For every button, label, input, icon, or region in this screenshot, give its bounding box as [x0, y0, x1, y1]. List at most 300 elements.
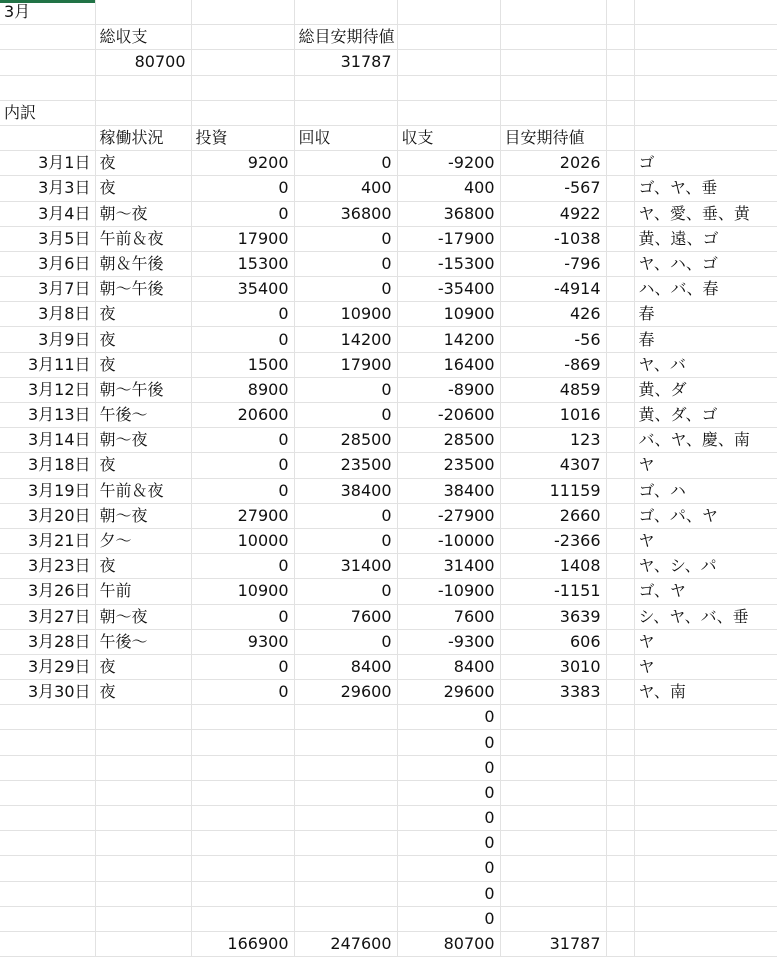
cell[interactable]: [95, 856, 191, 881]
cell[interactable]: [634, 856, 777, 881]
cell[interactable]: [634, 100, 777, 125]
cell[interactable]: [397, 0, 500, 25]
date-cell[interactable]: 3月11日: [0, 352, 95, 377]
cell[interactable]: [634, 0, 777, 25]
total-balance-label[interactable]: 総収支: [95, 25, 191, 50]
recover-cell[interactable]: 28500: [294, 428, 397, 453]
note-cell[interactable]: 春: [634, 327, 777, 352]
invest-cell[interactable]: 17900: [191, 226, 294, 251]
cell[interactable]: [0, 881, 95, 906]
cell[interactable]: [606, 780, 634, 805]
header-recover[interactable]: 回収: [294, 125, 397, 150]
cell[interactable]: [294, 881, 397, 906]
cell[interactable]: [606, 730, 634, 755]
note-cell[interactable]: ヤ: [634, 654, 777, 679]
note-cell[interactable]: ゴ、パ、ヤ: [634, 503, 777, 528]
cell[interactable]: [0, 856, 95, 881]
cell[interactable]: [606, 554, 634, 579]
cell[interactable]: [191, 75, 294, 100]
cell[interactable]: [606, 277, 634, 302]
cell[interactable]: [294, 0, 397, 25]
status-cell[interactable]: 午前: [95, 579, 191, 604]
date-cell[interactable]: 3月29日: [0, 654, 95, 679]
cell[interactable]: [294, 831, 397, 856]
cell[interactable]: [606, 755, 634, 780]
note-cell[interactable]: 黄、ダ、ゴ: [634, 403, 777, 428]
expected-cell[interactable]: 2660: [500, 503, 606, 528]
balance-cell[interactable]: 23500: [397, 453, 500, 478]
recover-cell[interactable]: 0: [294, 503, 397, 528]
balance-cell[interactable]: -17900: [397, 226, 500, 251]
expected-cell[interactable]: 1408: [500, 554, 606, 579]
cell[interactable]: [606, 705, 634, 730]
cell[interactable]: [500, 100, 606, 125]
balance-cell[interactable]: -20600: [397, 403, 500, 428]
balance-cell[interactable]: 10900: [397, 302, 500, 327]
date-cell[interactable]: 3月28日: [0, 629, 95, 654]
note-cell[interactable]: 黄、遠、ゴ: [634, 226, 777, 251]
date-cell[interactable]: 3月1日: [0, 151, 95, 176]
cell[interactable]: [606, 654, 634, 679]
recover-cell[interactable]: 0: [294, 377, 397, 402]
status-cell[interactable]: 夜: [95, 327, 191, 352]
cell[interactable]: [191, 906, 294, 931]
date-cell[interactable]: 3月30日: [0, 680, 95, 705]
cell[interactable]: [606, 302, 634, 327]
note-cell[interactable]: ヤ、愛、垂、黄: [634, 201, 777, 226]
status-cell[interactable]: 午前＆夜: [95, 478, 191, 503]
cell[interactable]: [606, 528, 634, 553]
cell[interactable]: [500, 705, 606, 730]
cell[interactable]: [500, 906, 606, 931]
expected-cell[interactable]: 3010: [500, 654, 606, 679]
cell[interactable]: [634, 75, 777, 100]
cell[interactable]: [294, 780, 397, 805]
expected-cell[interactable]: -869: [500, 352, 606, 377]
balance-cell[interactable]: -9200: [397, 151, 500, 176]
invest-cell[interactable]: 0: [191, 201, 294, 226]
cell[interactable]: [500, 856, 606, 881]
expected-cell[interactable]: 426: [500, 302, 606, 327]
cell[interactable]: [294, 730, 397, 755]
cell[interactable]: [606, 176, 634, 201]
cell[interactable]: [191, 730, 294, 755]
cell[interactable]: [397, 75, 500, 100]
total-balance-cell[interactable]: 80700: [397, 931, 500, 956]
cell[interactable]: [191, 25, 294, 50]
invest-cell[interactable]: 0: [191, 604, 294, 629]
cell[interactable]: [0, 50, 95, 75]
cell[interactable]: [95, 730, 191, 755]
cell[interactable]: [634, 806, 777, 831]
recover-cell[interactable]: 7600: [294, 604, 397, 629]
date-cell[interactable]: 3月3日: [0, 176, 95, 201]
balance-cell[interactable]: 38400: [397, 478, 500, 503]
balance-cell[interactable]: 0: [397, 705, 500, 730]
status-cell[interactable]: 夕～: [95, 528, 191, 553]
invest-cell[interactable]: 27900: [191, 503, 294, 528]
balance-cell[interactable]: 31400: [397, 554, 500, 579]
balance-cell[interactable]: -8900: [397, 377, 500, 402]
recover-cell[interactable]: 0: [294, 151, 397, 176]
note-cell[interactable]: ゴ: [634, 151, 777, 176]
cell[interactable]: [0, 806, 95, 831]
date-cell[interactable]: 3月27日: [0, 604, 95, 629]
cell[interactable]: [606, 428, 634, 453]
balance-cell[interactable]: 16400: [397, 352, 500, 377]
balance-cell[interactable]: 0: [397, 780, 500, 805]
expected-cell[interactable]: -567: [500, 176, 606, 201]
note-cell[interactable]: シ、ヤ、バ、垂: [634, 604, 777, 629]
expected-cell[interactable]: 4859: [500, 377, 606, 402]
cell[interactable]: [191, 100, 294, 125]
note-cell[interactable]: ヤ、南: [634, 680, 777, 705]
cell[interactable]: [397, 100, 500, 125]
cell[interactable]: [95, 0, 191, 25]
date-cell[interactable]: 3月19日: [0, 478, 95, 503]
date-cell[interactable]: 3月23日: [0, 554, 95, 579]
cell[interactable]: [500, 755, 606, 780]
cell[interactable]: [191, 881, 294, 906]
cell[interactable]: [606, 604, 634, 629]
balance-cell[interactable]: -10000: [397, 528, 500, 553]
cell[interactable]: [191, 0, 294, 25]
cell[interactable]: [634, 755, 777, 780]
cell[interactable]: [294, 75, 397, 100]
cell[interactable]: [95, 881, 191, 906]
status-cell[interactable]: 朝～夜: [95, 503, 191, 528]
balance-cell[interactable]: -15300: [397, 251, 500, 276]
date-cell[interactable]: 3月14日: [0, 428, 95, 453]
status-cell[interactable]: 午前＆夜: [95, 226, 191, 251]
balance-cell[interactable]: 7600: [397, 604, 500, 629]
cell[interactable]: [191, 50, 294, 75]
date-cell[interactable]: 3月5日: [0, 226, 95, 251]
recover-cell[interactable]: 31400: [294, 554, 397, 579]
recover-cell[interactable]: 0: [294, 579, 397, 604]
invest-cell[interactable]: 9200: [191, 151, 294, 176]
cell[interactable]: [0, 931, 95, 956]
recover-cell[interactable]: 17900: [294, 352, 397, 377]
status-cell[interactable]: 朝～夜: [95, 428, 191, 453]
cell[interactable]: [294, 100, 397, 125]
cell[interactable]: [95, 780, 191, 805]
expected-cell[interactable]: 4922: [500, 201, 606, 226]
invest-cell[interactable]: 0: [191, 554, 294, 579]
invest-cell[interactable]: 15300: [191, 251, 294, 276]
balance-cell[interactable]: 0: [397, 755, 500, 780]
status-cell[interactable]: 夜: [95, 453, 191, 478]
cell[interactable]: [606, 906, 634, 931]
cell[interactable]: [606, 50, 634, 75]
expected-cell[interactable]: 3383: [500, 680, 606, 705]
cell[interactable]: [606, 75, 634, 100]
cell[interactable]: [606, 403, 634, 428]
cell[interactable]: [0, 705, 95, 730]
cell[interactable]: [606, 151, 634, 176]
balance-cell[interactable]: -10900: [397, 579, 500, 604]
breakdown-label-cell[interactable]: 内訳: [0, 100, 95, 125]
cell[interactable]: [634, 50, 777, 75]
invest-cell[interactable]: 9300: [191, 629, 294, 654]
header-status[interactable]: 稼働状況: [95, 125, 191, 150]
status-cell[interactable]: 夜: [95, 176, 191, 201]
total-balance-value[interactable]: 80700: [95, 50, 191, 75]
invest-cell[interactable]: 0: [191, 327, 294, 352]
cell[interactable]: [634, 931, 777, 956]
cell[interactable]: [634, 780, 777, 805]
cell[interactable]: [191, 780, 294, 805]
cell[interactable]: [0, 75, 95, 100]
balance-cell[interactable]: 0: [397, 906, 500, 931]
cell[interactable]: [634, 730, 777, 755]
note-cell[interactable]: ゴ、ヤ: [634, 579, 777, 604]
status-cell[interactable]: 夜: [95, 352, 191, 377]
cell[interactable]: [606, 352, 634, 377]
cell[interactable]: [294, 755, 397, 780]
total-recover-cell[interactable]: 247600: [294, 931, 397, 956]
balance-cell[interactable]: -9300: [397, 629, 500, 654]
cell[interactable]: [95, 831, 191, 856]
cell[interactable]: [0, 906, 95, 931]
expected-cell[interactable]: -1151: [500, 579, 606, 604]
invest-cell[interactable]: 35400: [191, 277, 294, 302]
expected-cell[interactable]: -56: [500, 327, 606, 352]
date-cell[interactable]: 3月4日: [0, 201, 95, 226]
cell[interactable]: [634, 125, 777, 150]
cell[interactable]: [500, 831, 606, 856]
balance-cell[interactable]: 0: [397, 806, 500, 831]
cell[interactable]: [500, 0, 606, 25]
note-cell[interactable]: 春: [634, 302, 777, 327]
cell[interactable]: [95, 806, 191, 831]
invest-cell[interactable]: 0: [191, 654, 294, 679]
recover-cell[interactable]: 0: [294, 629, 397, 654]
recover-cell[interactable]: 0: [294, 528, 397, 553]
invest-cell[interactable]: 0: [191, 176, 294, 201]
cell[interactable]: [606, 478, 634, 503]
header-balance[interactable]: 収支: [397, 125, 500, 150]
cell[interactable]: [0, 730, 95, 755]
status-cell[interactable]: 夜: [95, 302, 191, 327]
status-cell[interactable]: 午後～: [95, 403, 191, 428]
note-cell[interactable]: ゴ、ヤ、垂: [634, 176, 777, 201]
cell[interactable]: [500, 25, 606, 50]
invest-cell[interactable]: 1500: [191, 352, 294, 377]
cell[interactable]: [606, 931, 634, 956]
date-cell[interactable]: 3月8日: [0, 302, 95, 327]
cell[interactable]: [0, 755, 95, 780]
cell[interactable]: [191, 806, 294, 831]
total-invest-cell[interactable]: 166900: [191, 931, 294, 956]
cell[interactable]: [191, 705, 294, 730]
invest-cell[interactable]: 10900: [191, 579, 294, 604]
cell[interactable]: [634, 705, 777, 730]
balance-cell[interactable]: -35400: [397, 277, 500, 302]
recover-cell[interactable]: 0: [294, 251, 397, 276]
status-cell[interactable]: 朝～午後: [95, 277, 191, 302]
cell[interactable]: [500, 75, 606, 100]
cell[interactable]: [606, 377, 634, 402]
balance-cell[interactable]: 0: [397, 856, 500, 881]
status-cell[interactable]: 午後～: [95, 629, 191, 654]
cell[interactable]: [294, 705, 397, 730]
cell[interactable]: [294, 856, 397, 881]
cell[interactable]: [606, 100, 634, 125]
note-cell[interactable]: ヤ: [634, 629, 777, 654]
cell[interactable]: [95, 75, 191, 100]
cell[interactable]: [95, 100, 191, 125]
cell[interactable]: [606, 629, 634, 654]
cell[interactable]: [634, 906, 777, 931]
invest-cell[interactable]: 0: [191, 453, 294, 478]
cell[interactable]: [0, 125, 95, 150]
cell[interactable]: [500, 806, 606, 831]
cell[interactable]: [0, 25, 95, 50]
cell[interactable]: [606, 251, 634, 276]
cell[interactable]: [191, 755, 294, 780]
note-cell[interactable]: ヤ: [634, 453, 777, 478]
status-cell[interactable]: 夜: [95, 554, 191, 579]
cell[interactable]: [294, 806, 397, 831]
recover-cell[interactable]: 29600: [294, 680, 397, 705]
balance-cell[interactable]: 400: [397, 176, 500, 201]
recover-cell[interactable]: 0: [294, 403, 397, 428]
expected-cell[interactable]: 11159: [500, 478, 606, 503]
cell[interactable]: [606, 125, 634, 150]
invest-cell[interactable]: 10000: [191, 528, 294, 553]
cell[interactable]: [0, 780, 95, 805]
balance-cell[interactable]: 0: [397, 831, 500, 856]
recover-cell[interactable]: 10900: [294, 302, 397, 327]
balance-cell[interactable]: 29600: [397, 680, 500, 705]
cell[interactable]: [606, 0, 634, 25]
cell[interactable]: [500, 730, 606, 755]
invest-cell[interactable]: 8900: [191, 377, 294, 402]
date-cell[interactable]: 3月13日: [0, 403, 95, 428]
expected-cell[interactable]: 2026: [500, 151, 606, 176]
cell[interactable]: [606, 579, 634, 604]
cell[interactable]: [634, 881, 777, 906]
header-expected[interactable]: 目安期待値: [500, 125, 606, 150]
note-cell[interactable]: ヤ: [634, 528, 777, 553]
expected-cell[interactable]: -2366: [500, 528, 606, 553]
total-expected-value[interactable]: 31787: [294, 50, 397, 75]
cell[interactable]: [606, 453, 634, 478]
balance-cell[interactable]: 0: [397, 881, 500, 906]
balance-cell[interactable]: 36800: [397, 201, 500, 226]
cell[interactable]: [606, 201, 634, 226]
recover-cell[interactable]: 14200: [294, 327, 397, 352]
cell[interactable]: [606, 327, 634, 352]
balance-cell[interactable]: 8400: [397, 654, 500, 679]
status-cell[interactable]: 夜: [95, 151, 191, 176]
status-cell[interactable]: 朝～午後: [95, 377, 191, 402]
cell[interactable]: [95, 755, 191, 780]
cell[interactable]: [500, 881, 606, 906]
recover-cell[interactable]: 0: [294, 277, 397, 302]
status-cell[interactable]: 夜: [95, 654, 191, 679]
cell[interactable]: [0, 831, 95, 856]
invest-cell[interactable]: 0: [191, 478, 294, 503]
cell[interactable]: [397, 50, 500, 75]
cell[interactable]: [397, 25, 500, 50]
cell[interactable]: [606, 226, 634, 251]
note-cell[interactable]: ヤ、バ: [634, 352, 777, 377]
expected-cell[interactable]: 1016: [500, 403, 606, 428]
note-cell[interactable]: ヤ、シ、パ: [634, 554, 777, 579]
cell[interactable]: [500, 780, 606, 805]
recover-cell[interactable]: 38400: [294, 478, 397, 503]
cell[interactable]: [95, 931, 191, 956]
status-cell[interactable]: 朝～夜: [95, 604, 191, 629]
cell[interactable]: [606, 881, 634, 906]
date-cell[interactable]: 3月9日: [0, 327, 95, 352]
date-cell[interactable]: 3月6日: [0, 251, 95, 276]
date-cell[interactable]: 3月21日: [0, 528, 95, 553]
expected-cell[interactable]: -4914: [500, 277, 606, 302]
recover-cell[interactable]: 23500: [294, 453, 397, 478]
cell[interactable]: [634, 25, 777, 50]
invest-cell[interactable]: 0: [191, 428, 294, 453]
total-expected-cell[interactable]: 31787: [500, 931, 606, 956]
cell[interactable]: [500, 50, 606, 75]
header-invest[interactable]: 投資: [191, 125, 294, 150]
date-cell[interactable]: 3月12日: [0, 377, 95, 402]
balance-cell[interactable]: 0: [397, 730, 500, 755]
recover-cell[interactable]: 400: [294, 176, 397, 201]
invest-cell[interactable]: 20600: [191, 403, 294, 428]
balance-cell[interactable]: -27900: [397, 503, 500, 528]
expected-cell[interactable]: 3639: [500, 604, 606, 629]
cell[interactable]: [606, 806, 634, 831]
total-expected-label[interactable]: 総目安期待値: [294, 25, 397, 50]
expected-cell[interactable]: 606: [500, 629, 606, 654]
balance-cell[interactable]: 28500: [397, 428, 500, 453]
date-cell[interactable]: 3月20日: [0, 503, 95, 528]
note-cell[interactable]: ヤ、ハ、ゴ: [634, 251, 777, 276]
expected-cell[interactable]: -1038: [500, 226, 606, 251]
cell[interactable]: [606, 856, 634, 881]
cell[interactable]: [606, 680, 634, 705]
invest-cell[interactable]: 0: [191, 680, 294, 705]
note-cell[interactable]: バ、ヤ、慶、南: [634, 428, 777, 453]
recover-cell[interactable]: 8400: [294, 654, 397, 679]
date-cell[interactable]: 3月7日: [0, 277, 95, 302]
note-cell[interactable]: ゴ、ハ: [634, 478, 777, 503]
note-cell[interactable]: 黄、ダ: [634, 377, 777, 402]
note-cell[interactable]: ハ、バ、春: [634, 277, 777, 302]
balance-cell[interactable]: 14200: [397, 327, 500, 352]
cell[interactable]: [634, 831, 777, 856]
expected-cell[interactable]: -796: [500, 251, 606, 276]
status-cell[interactable]: 朝＆午後: [95, 251, 191, 276]
recover-cell[interactable]: 0: [294, 226, 397, 251]
cell[interactable]: [606, 25, 634, 50]
cell[interactable]: [606, 503, 634, 528]
status-cell[interactable]: 夜: [95, 680, 191, 705]
expected-cell[interactable]: 123: [500, 428, 606, 453]
cell[interactable]: [191, 831, 294, 856]
cell[interactable]: [294, 906, 397, 931]
invest-cell[interactable]: 0: [191, 302, 294, 327]
cell[interactable]: [95, 906, 191, 931]
cell[interactable]: [191, 856, 294, 881]
month-label-cell[interactable]: 3月: [0, 0, 95, 25]
recover-cell[interactable]: 36800: [294, 201, 397, 226]
status-cell[interactable]: 朝～夜: [95, 201, 191, 226]
cell[interactable]: [95, 705, 191, 730]
